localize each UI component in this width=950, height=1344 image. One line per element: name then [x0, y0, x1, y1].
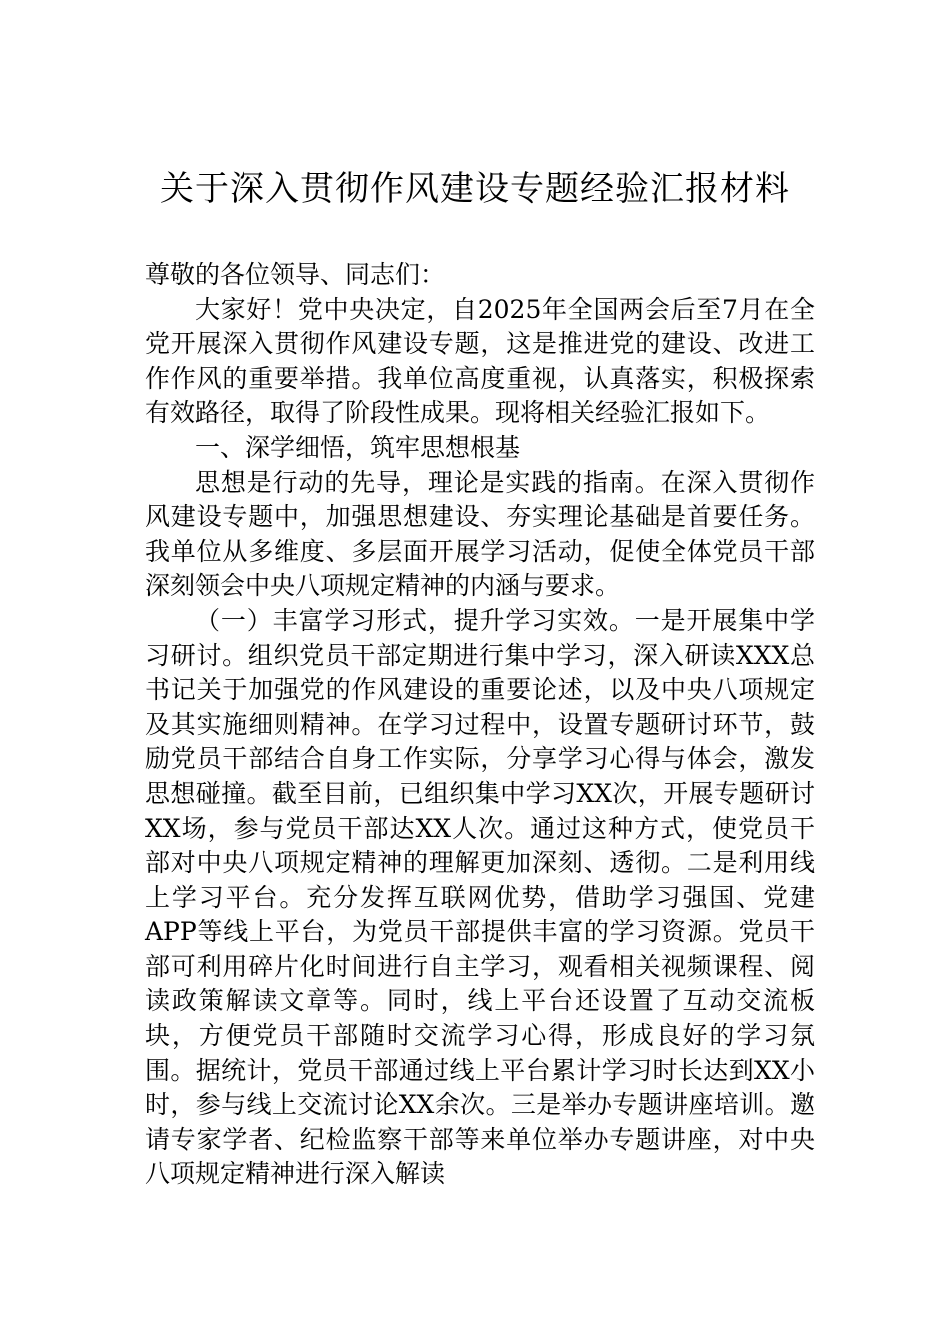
- document-title: 关于深入贯彻作风建设专题经验汇报材料: [160, 169, 790, 209]
- salutation: 尊敬的各位领导、同志们：: [145, 260, 446, 289]
- document-body: [145, 258, 815, 1192]
- paragraph-opening: 大家好！党中央决定，自2025年全国两会后至7月在全党开展深入贯彻作风建设专题，这是推进党的建设、改进工作作风的重要举措。我单位高度重视，认真落实，积极探索有效路径，取得了阶段性成果。现将相关经验汇报如下。: [145, 294, 815, 428]
- section-heading-1: 一、深学细悟，筑牢思想根基: [195, 432, 521, 462]
- paragraph-thought: 思想是行动的先导，理论是实践的指南。在深入贯彻作风建设专题中，加强思想建设、夯实理论基础是首要任务。我单位从多维度、多层面开展学习活动，促使全体党员干部深刻领会中央八项规定精神的内涵与要求。: [145, 467, 815, 601]
- paragraph-study-forms: （一）丰富学习形式，提升学习实效。一是开展集中学习研讨。组织党员干部定期进行集中学习，深入研读XXX总书记关于加强党的作风建设的重要论述，以及中央八项规定及其实施细则精神。在学习过程中，设置专题研讨环节，鼓励党员干部结合自身工作实际，分享学习心得与体会，激发思想碰撞。截至目前，已组织集中学习XX次，开展专题研讨XX场，参与党员干部达XX人次。通过这种方式，使党员干部对中央八项规定精神的理解更加深刻、透彻。二是利用线上学习平台。充分发挥互联网优势，借助学习强国、党建APP等线上平台，为党员干部提供丰富的学习资源。党员干部可利用碎片化时间进行自主学习，观看相关视频课程、阅读政策解读文章等。同时，线上平台还设置了互动交流板块，方便党员干部随时交流学习心得，形成良好的学习氛围。据统计，党员干部通过线上平台累计学习时长达到XX小时，参与线上交流讨论XX余次。三是举办专题讲座培训。邀请专家学者、纪检监察干部等来单位举办专题讲座，对中央八项规定精神进行深入解读: [145, 605, 815, 1189]
